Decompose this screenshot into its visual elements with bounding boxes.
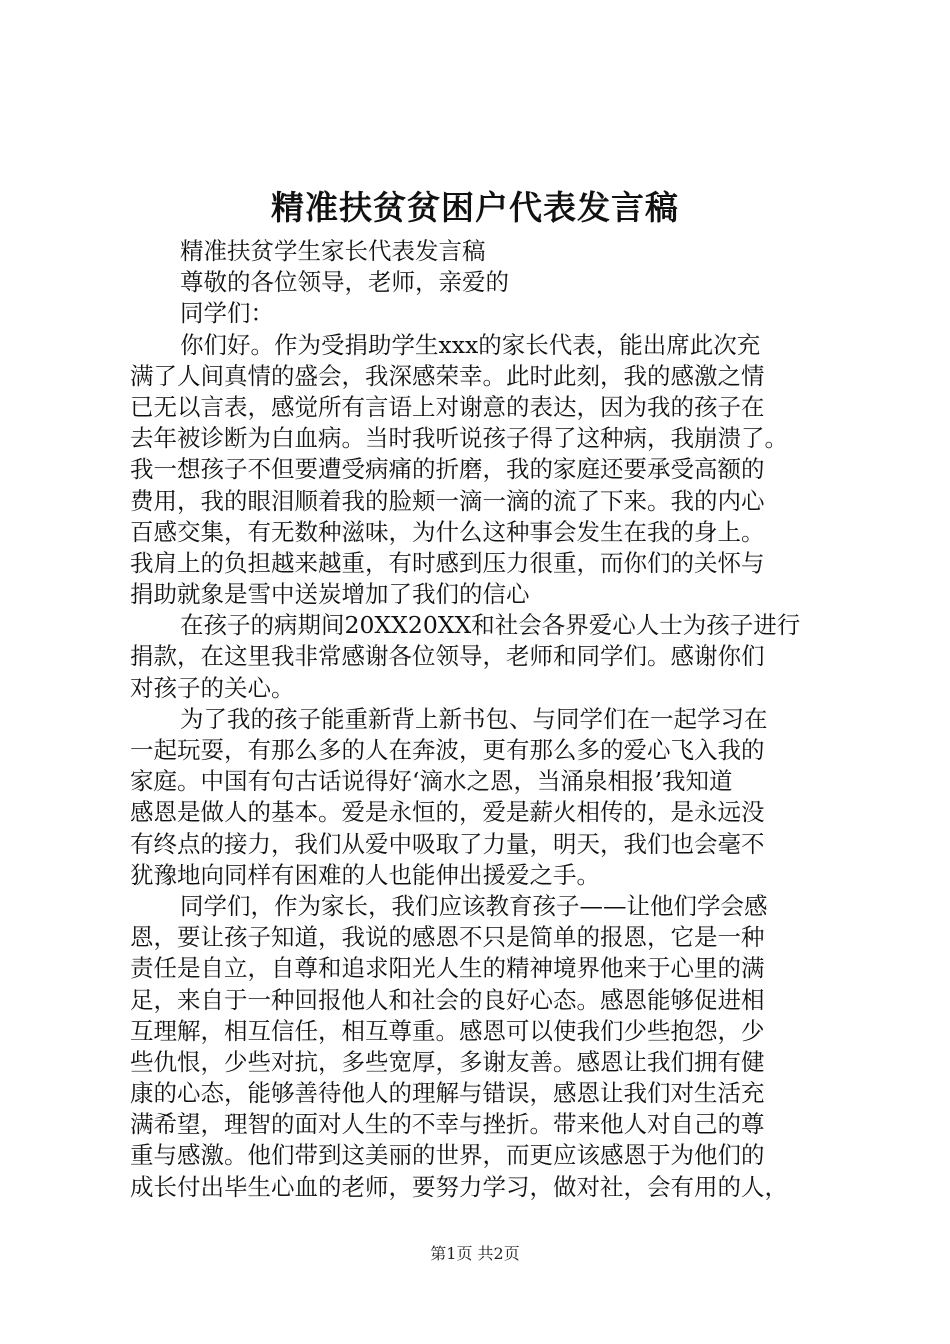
text-line: 尊敬的各位领导，老师，亲爱的 [180,268,509,297]
text-line: 为了我的孩子能重新背上新书包、与同学们在一起学习在 [180,704,768,733]
text-line: 你们好。作为受捐助学生xxx的家长代表，能出席此次充 [180,330,761,359]
text-line: 有终点的接力，我们从爱中吸取了力量，明天，我们也会毫不 [130,829,765,858]
text-line: 我肩上的负担越来越重，有时感到压力很重，而你们的关怀与 [130,548,765,577]
text-line: 责任是自立，自尊和追求阳光人生的精神境界他来于心里的满 [130,954,765,983]
page-footer: 第1页 共2页 [430,1244,520,1263]
text-line: 一起玩耍，有那么多的人在奔波，更有那么多的爱心飞入我的 [130,736,765,764]
text-line: 我一想孩子不但要遭受病痛的折磨，我的家庭还要承受高额的 [130,455,765,484]
text-line: 互理解，相互信任，相互尊重。感恩可以使我们少些抱怨，少 [130,1016,765,1045]
text-line: 家庭。中国有句古话说得好‘滴水之恩，当涌泉相报’我知道 [130,767,733,796]
text-line: 感恩是做人的基本。爱是永恒的，爱是薪火相传的，是永远没 [130,798,765,827]
text-line: 康的心态，能够善待他人的理解与错误，感恩让我们对生活充 [130,1079,765,1108]
text-line: 去年被诊断为白血病。当时我听说孩子得了这种病，我崩溃了。 [130,424,788,453]
text-line: 成长付出毕生心血的老师，要努力学习，做对社，会有用的人， [130,1172,788,1201]
text-line: 满了人间真情的盛会，我深感荣幸。此时此刻，我的感激之情 [130,361,765,390]
text-line: 捐款，在这里我非常感谢各位领导，老师和同学们。感谢你们 [130,642,765,671]
text-line: 恩，要让孩子知道，我说的感恩不只是简单的报恩，它是一种 [130,923,765,952]
text-line: 对孩子的关心。 [130,673,295,702]
text-line: 精准扶贫学生家长代表发言稿 [180,237,486,265]
text-line: 同学们： [180,299,274,328]
text-line: 已无以言表，感觉所有言语上对谢意的表达，因为我的孩子在 [130,392,765,421]
text-line: 费用，我的眼泪顺着我的脸颊一滴一滴的流了下来。我的内心 [130,486,765,515]
text-line: 犹豫地向同样有困难的人也能伸出援爱之手。 [130,860,600,889]
text-line: 在孩子的病期间20XX20XX和社会各界爱心人士为孩子进行 [180,611,801,640]
document-title: 精准扶贫贫困户代表发言稿 [271,188,679,227]
text-line: 重与感激。他们带到这美丽的世界，而更应该感恩于为他们的 [130,1141,765,1170]
text-line: 捐助就象是雪中送炭增加了我们的信心 [130,580,530,609]
text-line: 足，来自于一种回报他人和社会的良好心态。感恩能够促进相 [130,985,765,1014]
text-line: 满希望，理智的面对人生的不幸与挫折。带来他人对自己的尊 [130,1110,765,1139]
text-line: 百感交集，有无数种滋味，为什么这种事会发生在我的身上。 [130,517,765,546]
text-line: 同学们，作为家长，我们应该教育孩子——让他们学会感 [180,891,768,920]
document-body [130,236,840,1203]
text-line: 些仇恨，少些对抗，多些宽厚，多谢友善。感恩让我们拥有健 [130,1047,765,1076]
